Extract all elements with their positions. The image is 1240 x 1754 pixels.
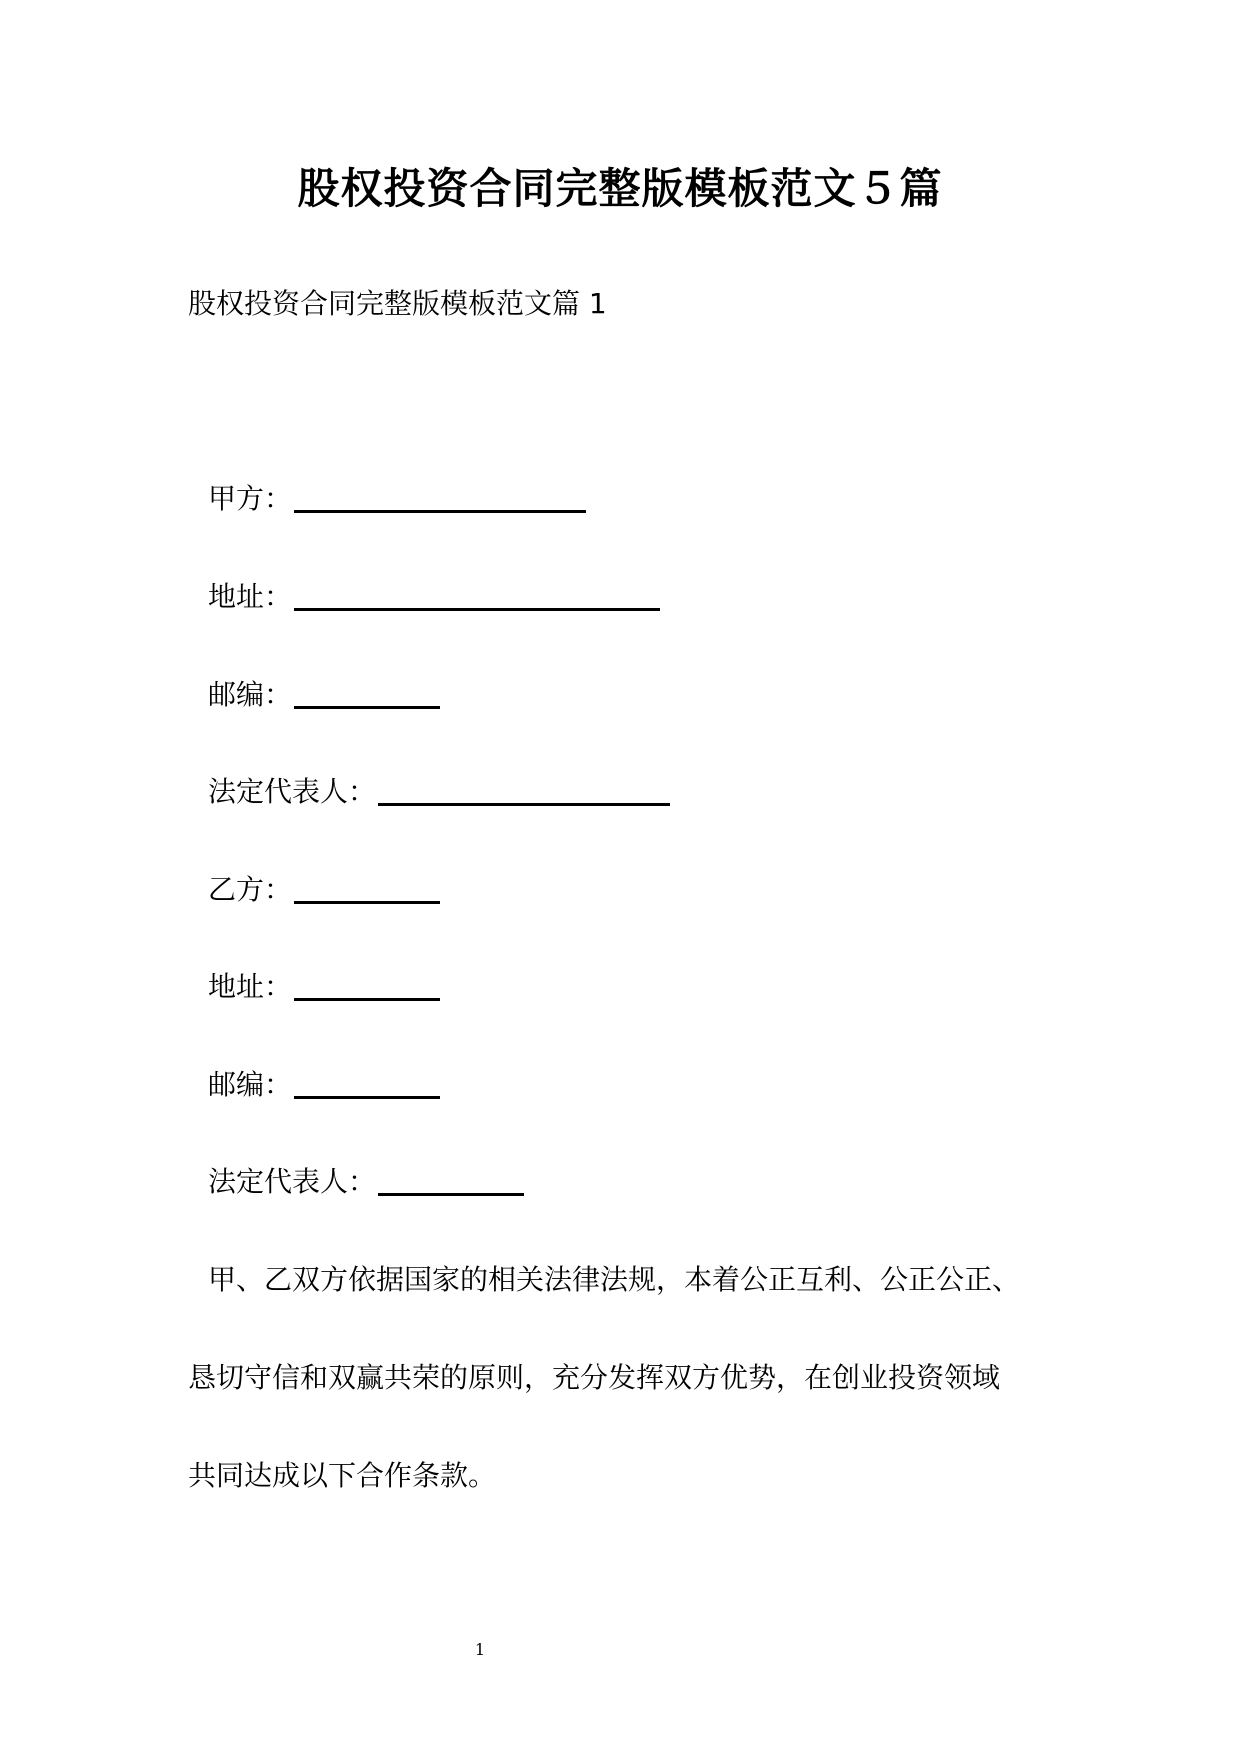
body-paragraph-line-3: 共同达成以下合作条款。	[188, 1459, 497, 1492]
section-heading: 股权投资合同完整版模板范文篇 1	[188, 287, 607, 320]
document-title: 股权投资合同完整版模板范文５篇	[297, 164, 943, 213]
body-paragraph-line-1: 甲、乙双方依据国家的相关法律法规，本着公正互利、公正公正、	[208, 1263, 1021, 1296]
party-a-postcode-blank-line	[294, 680, 440, 709]
party-a-representative-label: 法定代表人：	[208, 775, 377, 808]
party-b-postcode-label: 邮编：	[208, 1068, 293, 1101]
party-a-postcode-label: 邮编：	[208, 678, 293, 711]
party-b-representative-label: 法定代表人：	[208, 1165, 377, 1198]
party-b-address-field	[208, 972, 440, 1001]
party-b-label: 乙方：	[208, 873, 293, 906]
party-b-postcode-field	[208, 1070, 440, 1099]
party-a-address-label: 地址：	[208, 580, 293, 613]
party-a-postcode-field	[208, 680, 440, 709]
party-b-blank-line	[294, 875, 440, 904]
party-a-representative-field	[208, 777, 670, 806]
party-b-field	[208, 875, 440, 904]
party-a-address-blank-line	[294, 582, 660, 611]
party-a-field	[208, 484, 586, 513]
party-b-representative-blank-line	[378, 1167, 524, 1196]
page-number: 1	[474, 1640, 486, 1659]
party-a-label: 甲方：	[208, 482, 293, 515]
party-a-representative-blank-line	[378, 777, 670, 806]
body-paragraph-line-2: 恳切守信和双赢共荣的原则，充分发挥双方优势，在创业投资领域	[188, 1361, 1001, 1394]
party-a-address-field	[208, 582, 660, 611]
party-b-postcode-blank-line	[294, 1070, 440, 1099]
party-b-address-label: 地址：	[208, 970, 293, 1003]
party-b-address-blank-line	[294, 972, 440, 1001]
party-a-blank-line	[294, 484, 586, 513]
party-b-representative-field	[208, 1167, 524, 1196]
